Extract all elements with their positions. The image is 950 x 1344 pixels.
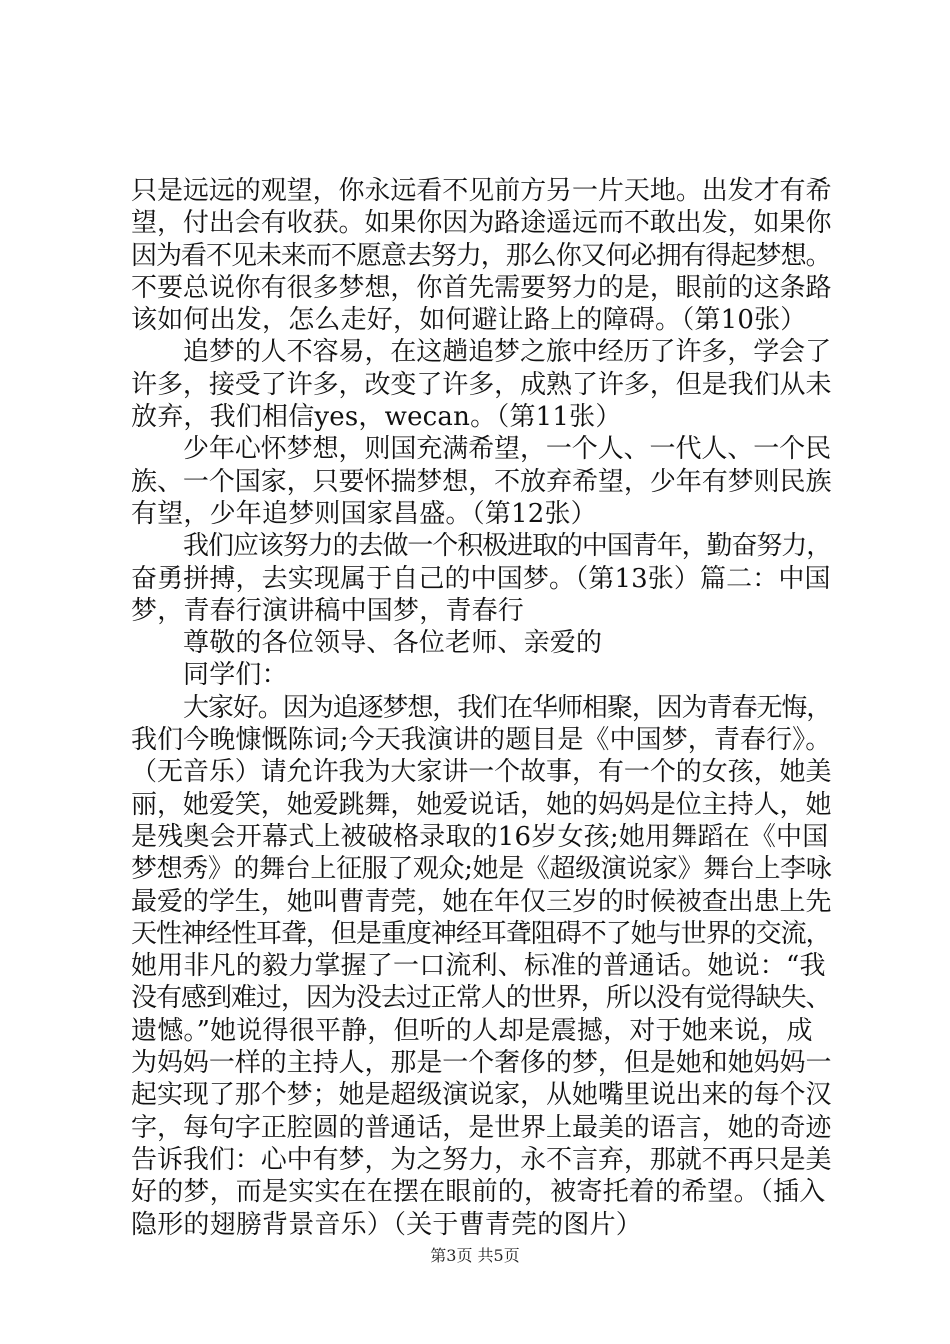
text-line: 字，每句字正腔圆的普通话，是世界上最美的语言，她的奇迹 <box>131 1112 832 1143</box>
text-line: 为妈妈一样的主持人，那是一个奢侈的梦，但是她和她妈妈一 <box>131 1048 832 1079</box>
text-line: 遗憾。”她说得很平静，但听的人却是震撼，对于她来说，成 <box>131 1015 813 1046</box>
text-line: 最爱的学生，她叫曹青莞，她在年仅三岁的时候被查出患上先 <box>131 886 832 917</box>
text-line: 同学们： <box>183 660 288 691</box>
text-line: 大家好。因为追逐梦想，我们在华师相聚，因为青春无悔， <box>183 692 832 723</box>
text-line: 望，付出会有收获。如果你因为路途遥远而不敢出发，如果你 <box>131 208 832 239</box>
text-line: 追梦的人不容易，在这趟追梦之旅中经历了许多，学会了 <box>183 337 832 368</box>
text-line: 是残奥会开幕式上被破格录取的16岁女孩;她用舞蹈在《中国 <box>131 821 829 852</box>
document-body <box>131 175 831 1241</box>
text-line: 梦，青春行演讲稿中国梦，青春行 <box>131 595 525 626</box>
text-line: （无音乐）请允许我为大家讲一个故事，有一个的女孩，她美 <box>131 757 832 788</box>
text-line: 奋勇拼搏，去实现属于自己的中国梦。（第13张）篇二：中国 <box>131 563 831 594</box>
text-line: 少年心怀梦想，则国充满希望，一个人、一代人、一个民 <box>183 434 832 465</box>
text-line: 天性神经性耳聋，但是重度神经耳聋阻碍不了她与世界的交流， <box>131 918 831 949</box>
text-line: 有望，少年追梦则国家昌盛。（第12张） <box>131 498 597 529</box>
text-line: 我们应该努力的去做一个积极进取的中国青年，勤奋努力， <box>183 531 832 562</box>
text-line: 放弃，我们相信yes，wecan。（第11张） <box>131 402 622 433</box>
text-line: 我们今晚慷慨陈词;今天我演讲的题目是《中国梦，青春行》。 <box>131 725 832 756</box>
text-line: 她用非凡的毅力掌握了一口流利、标准的普通话。她说：“我 <box>131 951 826 982</box>
text-line: 因为看不见未来而不愿意去努力，那么你又何必拥有得起梦想。 <box>131 240 831 271</box>
text-line: 告诉我们：心中有梦，为之努力，永不言弃，那就不再只是美 <box>131 1144 832 1175</box>
text-line: 起实现了那个梦；她是超级演说家，从她嘴里说出来的每个汉 <box>131 1080 832 1111</box>
text-line: 丽，她爱笑，她爱跳舞，她爱说话，她的妈妈是位主持人，她 <box>131 789 832 820</box>
text-line: 隐形的翅膀背景音乐）（关于曹青莞的图片） <box>131 1209 643 1240</box>
text-line: 该如何出发，怎么走好，如何避让路上的障碍。（第10张） <box>131 305 807 336</box>
text-line: 只是远远的观望，你永远看不见前方另一片天地。出发才有希 <box>131 176 832 206</box>
text-line: 族、一个国家，只要怀揣梦想，不放弃希望，少年有梦则民族 <box>131 466 832 497</box>
page-footer: 第3页 共5页 <box>430 1246 520 1265</box>
text-line: 好的梦，而是实实在在摆在眼前的，被寄托着的希望。（插入 <box>131 1177 826 1208</box>
text-line: 没有感到难过，因为没去过正常人的世界，所以没有觉得缺失、 <box>131 983 831 1014</box>
text-line: 梦想秀》的舞台上征服了观众;她是《超级演说家》舞台上李咏 <box>131 854 832 885</box>
text-line: 不要总说你有很多梦想，你首先需要努力的是，眼前的这条路 <box>131 272 832 303</box>
text-line: 许多，接受了许多，改变了许多，成熟了许多，但是我们从未 <box>131 369 832 400</box>
text-line: 尊敬的各位领导、各位老师、亲爱的 <box>183 628 603 659</box>
